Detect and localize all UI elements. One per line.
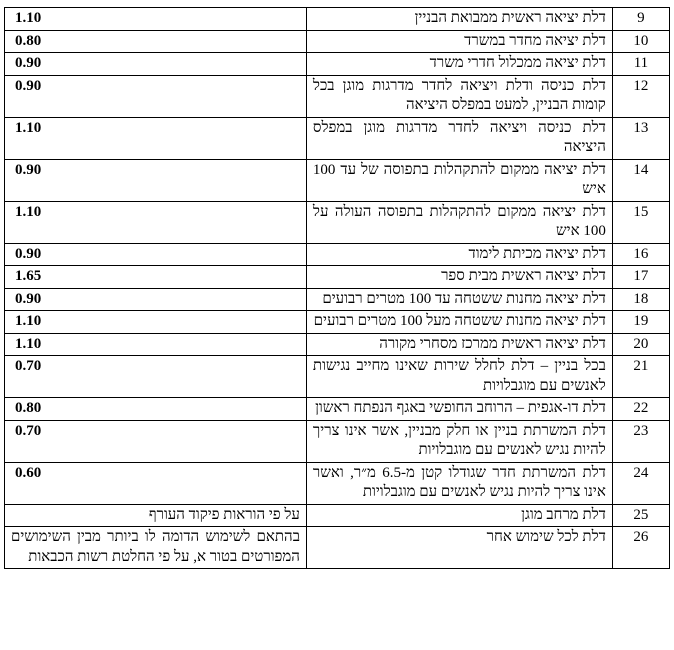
door-width-value: 0.90 <box>15 55 42 71</box>
door-width-value: 0.80 <box>15 400 42 416</box>
door-description: דלת יציאה ראשית מבית ספר <box>306 266 612 289</box>
row-number: 17 <box>612 266 669 289</box>
table-row <box>5 201 670 243</box>
row-number: 12 <box>612 75 669 117</box>
door-width-cell <box>5 398 307 421</box>
door-width-value: 0.80 <box>15 32 42 49</box>
door-width-value: 1.10 <box>15 119 42 136</box>
table-row <box>5 53 670 76</box>
door-width-cell <box>5 117 307 159</box>
door-width-cell <box>5 8 307 31</box>
door-description: בכל בניין – דלת לחלל שירות שאינו מחייב נגישות לאנשים עם מוגבלויות <box>306 356 612 398</box>
door-width-cell <box>5 30 307 53</box>
row-number: 25 <box>612 504 669 527</box>
door-width-cell <box>5 504 307 527</box>
door-description: דלת יציאה מחנות ששטחה מעל 100 מטרים רבועים <box>306 311 612 334</box>
door-width-value: 0.90 <box>15 161 42 178</box>
door-width-value: 1.10 <box>15 203 42 220</box>
door-width-value: 1.10 <box>15 335 42 352</box>
table-row <box>5 159 670 201</box>
door-width-text: על פי הוראות פיקוד העורף <box>148 506 300 523</box>
door-width-value: 0.90 <box>15 290 42 307</box>
door-description: דלת יציאה ממכלול חדרי משרד <box>306 53 612 76</box>
table-row <box>5 75 670 117</box>
door-width-table-body <box>5 8 670 569</box>
door-width-value: 1.10 <box>15 10 42 26</box>
door-width-cell <box>5 333 307 356</box>
row-number: 13 <box>612 117 669 159</box>
door-width-cell <box>5 356 307 398</box>
row-number: 16 <box>612 243 669 266</box>
door-description: דלת המשרתת חדר שגודלו קטן מ-6.5 מ״ר, ואשר אינו צריך להיות נגיש לאנשים עם מוגבלויות <box>306 462 612 504</box>
door-width-cell <box>5 53 307 76</box>
row-number: 15 <box>612 201 669 243</box>
door-width-cell <box>5 462 307 504</box>
door-description: דלת יציאה ממקום להתקהלות בתפוסה העולה על 100 איש <box>306 201 612 243</box>
door-width-cell <box>5 311 307 334</box>
table-row <box>5 333 670 356</box>
table-row <box>5 504 670 527</box>
table-row <box>5 311 670 334</box>
door-description: דלת יציאה ראשית ממרכז מסחרי מקורה <box>306 333 612 356</box>
door-width-table <box>4 7 670 569</box>
door-description: דלת לכל שימוש אחר <box>306 527 612 569</box>
door-width-value: 0.60 <box>15 464 42 481</box>
table-row <box>5 117 670 159</box>
row-number: 10 <box>612 30 669 53</box>
door-description: דלת דו-אגפית – הרוחב החופשי באגף הנפתח ראשון <box>306 398 612 421</box>
row-number: 14 <box>612 159 669 201</box>
table-row <box>5 398 670 421</box>
door-width-cell <box>5 159 307 201</box>
door-width-value: 0.90 <box>15 245 42 262</box>
door-description: דלת יציאה מחדר במשרד <box>306 30 612 53</box>
table-row <box>5 30 670 53</box>
door-description: דלת יציאה ממקום להתקהלות בתפוסה של עד 100 איש <box>306 159 612 201</box>
door-width-cell <box>5 266 307 289</box>
row-number: 9 <box>612 8 669 31</box>
door-width-value: 1.10 <box>15 313 42 329</box>
row-number: 24 <box>612 462 669 504</box>
door-width-text: בהתאם לשימוש הדומה לו ביותר מבין השימושים המפורטים בטור א, על פי החלטת רשות הכבאות <box>11 529 300 565</box>
table-row <box>5 462 670 504</box>
door-width-cell <box>5 75 307 117</box>
door-width-value: 0.70 <box>15 358 42 374</box>
row-number: 18 <box>612 288 669 311</box>
door-description: דלת מרחב מוגן <box>306 504 612 527</box>
table-row <box>5 243 670 266</box>
table-row <box>5 8 670 31</box>
row-number: 19 <box>612 311 669 334</box>
table-row <box>5 356 670 398</box>
row-number: 23 <box>612 420 669 462</box>
door-width-cell <box>5 288 307 311</box>
door-width-value: 0.70 <box>15 422 42 439</box>
door-width-value: 1.65 <box>15 268 42 284</box>
row-number: 26 <box>612 527 669 569</box>
door-description: דלת יציאה מחנות ששטחה עד 100 מטרים רבועים <box>306 288 612 311</box>
row-number: 11 <box>612 53 669 76</box>
table-row <box>5 266 670 289</box>
table-row <box>5 420 670 462</box>
table-row <box>5 527 670 569</box>
row-number: 22 <box>612 398 669 421</box>
row-number: 20 <box>612 333 669 356</box>
door-description: דלת יציאה ראשית ממבואת הבניין <box>306 8 612 31</box>
door-width-value: 0.90 <box>15 77 42 94</box>
door-width-cell <box>5 420 307 462</box>
door-description: דלת כניסה ודלת ויציאה לחדר מדרגות מוגן בכל קומות הבניין, למעט במפלס היציאה <box>306 75 612 117</box>
door-description: דלת המשרתת בניין או חלק מבניין, אשר אינו צריך להיות נגיש לאנשים עם מוגבלויות <box>306 420 612 462</box>
door-description: דלת כניסה ויציאה לחדר מדרגות מוגן במפלס היציאה <box>306 117 612 159</box>
door-width-cell <box>5 201 307 243</box>
door-width-cell <box>5 243 307 266</box>
door-description: דלת יציאה מכיתת לימוד <box>306 243 612 266</box>
table-row <box>5 288 670 311</box>
row-number: 21 <box>612 356 669 398</box>
door-width-cell <box>5 527 307 569</box>
